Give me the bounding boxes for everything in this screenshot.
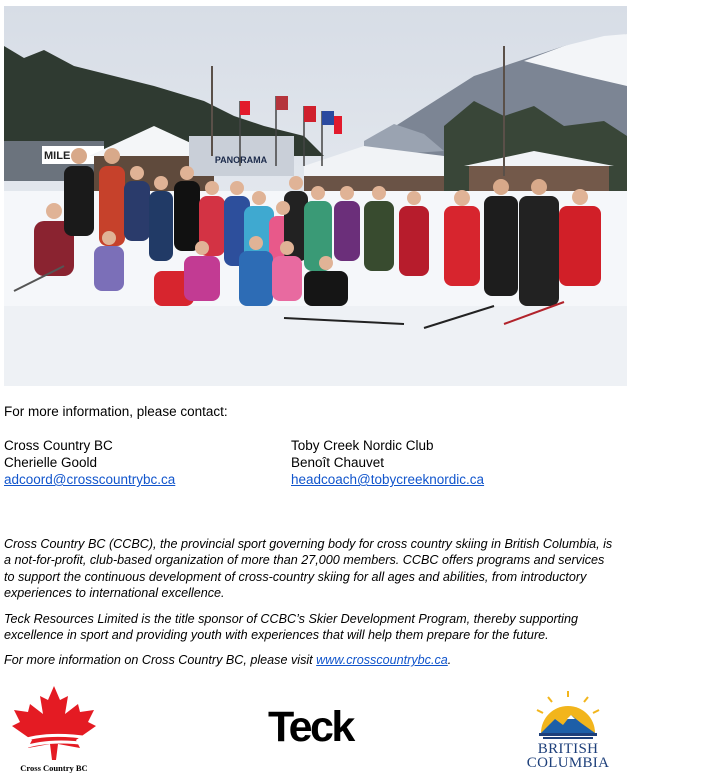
contact-ccbc: [4, 437, 175, 488]
sign-panorama: PANORAMA: [214, 155, 268, 165]
about-visit-prefix: For more information on Cross Country BC, please visit: [4, 653, 317, 668]
ccbc-logo-caption: Cross Country BC: [20, 763, 88, 773]
contact-toby-creek-email-link[interactable]: headcoach@tobycreeknordic.ca: [291, 472, 485, 487]
contact-toby-creek-org: Toby Creek Nordic Club: [291, 438, 434, 453]
contact-toby-creek-person: Benoît Chauvet: [291, 455, 385, 470]
bc-logo-line2: COLUMBIA: [526, 755, 610, 771]
ccbc-logo: [8, 684, 100, 776]
about-visit-suffix: .: [447, 653, 452, 668]
contact-ccbc-email-link[interactable]: adcoord@crosscountrybc.ca: [4, 472, 176, 487]
about-visit-paragraph: [4, 652, 616, 668]
ccbc-website-link[interactable]: www.crosscountrybc.ca: [316, 653, 448, 668]
about-ccbc-paragraph: Cross Country BC (CCBC), the provincial sport governing body for cross country skiing in British Columbia, is a not-for-profit, club-based organization of more than 27,000 members. CCBC offers programs and services to support the continuous development of cross-country skiing for all ages and abilities, from introductory experiences to international excellence.: [4, 537, 613, 601]
contact-ccbc-org: Cross Country BC: [4, 438, 113, 453]
teck-logo: Teck: [268, 703, 353, 751]
contact-toby-creek: [291, 437, 484, 488]
maple-leaf-icon: [8, 684, 100, 764]
bc-sun-mountains-icon: [519, 689, 617, 741]
group-photo: [4, 6, 627, 386]
bc-logo-line1: BRITISH: [537, 741, 599, 757]
contact-ccbc-person: Cherielle Goold: [4, 455, 98, 470]
sign-mile: MILE: [44, 150, 71, 162]
about-teck-paragraph: Teck Resources Limited is the title sponsor of CCBC’s Skier Development Program, thereby supporting excellence in sport and providing youth with experiences that will help them prepare for the future.: [4, 611, 578, 643]
contact-intro: For more information, please contact:: [4, 404, 228, 419]
british-columbia-logo: [519, 689, 617, 775]
about-section: [4, 536, 616, 678]
